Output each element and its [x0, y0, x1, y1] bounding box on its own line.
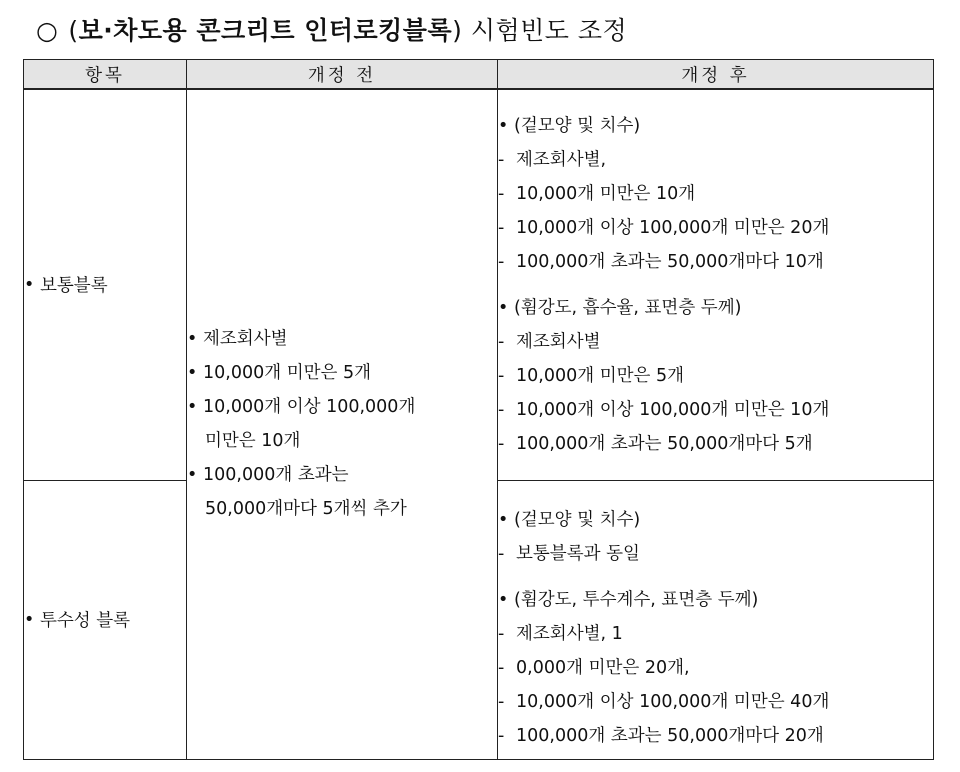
dash-icon: - — [498, 691, 505, 712]
item-cell — [24, 480, 187, 759]
after-line — [498, 617, 933, 651]
revision-table — [23, 59, 934, 760]
before-text: 10,000개 미만은 5개 — [203, 363, 372, 384]
header-item: 항목 — [24, 60, 187, 90]
table-row — [24, 89, 934, 480]
before-item-continued: 미만은 10개 — [205, 431, 301, 452]
after-line — [498, 651, 933, 685]
after-line-text: 제조회사별, 1 — [516, 623, 623, 644]
bullet-icon: • — [187, 329, 198, 350]
before-item — [187, 322, 497, 356]
before-item — [187, 390, 497, 424]
after-group — [498, 109, 933, 279]
after-line — [498, 177, 933, 211]
after-group — [498, 503, 933, 571]
bullet-icon: • — [498, 115, 509, 136]
section-heading — [36, 14, 627, 48]
after-line-text: 10,000개 미만은 5개 — [516, 365, 685, 386]
dash-icon: - — [498, 623, 505, 644]
group-title-text: (겉모양 및 치수) — [514, 115, 641, 136]
after-line-text: 100,000개 초과는 50,000개마다 10개 — [516, 251, 824, 272]
after-line — [498, 359, 933, 393]
after-group — [498, 583, 933, 753]
after-line — [498, 325, 933, 359]
dash-icon: - — [498, 331, 505, 352]
heading-subtitle: 시험빈도 조정 — [470, 16, 628, 45]
bullet-icon: • — [498, 297, 509, 318]
dash-icon: - — [498, 183, 505, 204]
after-line-text: 0,000개 미만은 20개, — [516, 657, 690, 678]
heading-title: 보·차도용 콘크리트 인터로킹블록 — [78, 16, 453, 45]
after-line-text: 10,000개 이상 100,000개 미만은 40개 — [516, 691, 830, 712]
before-text: 100,000개 초과는 — [203, 465, 349, 486]
after-line — [498, 685, 933, 719]
after-line — [498, 211, 933, 245]
group-title-text: (휨강도, 투수계수, 표면층 두께) — [514, 589, 759, 610]
heading-close-paren: ) — [452, 16, 463, 45]
dash-icon: - — [498, 725, 505, 746]
circle-bullet-icon: ○ — [36, 16, 59, 45]
after-group — [498, 291, 933, 461]
before-item-continued: 50,000개마다 5개씩 추가 — [205, 499, 407, 520]
before-item — [187, 356, 497, 390]
before-item — [187, 458, 497, 492]
after-group-title — [498, 503, 933, 537]
group-title-text: (휨강도, 흡수율, 표면층 두께) — [514, 297, 742, 318]
bullet-icon: • — [187, 465, 198, 486]
after-line-text: 10,000개 이상 100,000개 미만은 20개 — [516, 217, 830, 238]
after-line-text: 제조회사별 — [516, 331, 601, 352]
after-line-text: 10,000개 미만은 10개 — [516, 183, 696, 204]
after-line-text: 100,000개 초과는 50,000개마다 20개 — [516, 725, 824, 746]
after-line — [498, 143, 933, 177]
dash-icon: - — [498, 543, 505, 564]
dash-icon: - — [498, 433, 505, 454]
after-line — [498, 537, 933, 571]
after-line — [498, 245, 933, 279]
bullet-icon: • — [24, 609, 35, 630]
bullet-icon: • — [187, 363, 198, 384]
table-header-row — [24, 60, 934, 90]
before-text: 제조회사별 — [203, 329, 288, 350]
after-cell — [498, 480, 934, 759]
before-text: 10,000개 이상 100,000개 — [203, 397, 416, 418]
header-before: 개정 전 — [187, 60, 498, 90]
header-after: 개정 후 — [498, 60, 934, 90]
dash-icon: - — [498, 399, 505, 420]
after-line-text: 10,000개 이상 100,000개 미만은 10개 — [516, 399, 830, 420]
bullet-icon: • — [498, 589, 509, 610]
after-group-title — [498, 291, 933, 325]
after-line — [498, 393, 933, 427]
bullet-icon: • — [24, 274, 35, 295]
group-title-text: (겉모양 및 치수) — [514, 509, 641, 530]
bullet-icon: • — [187, 397, 198, 418]
after-cell — [498, 89, 934, 480]
dash-icon: - — [498, 217, 505, 238]
dash-icon: - — [498, 657, 505, 678]
item-label: 투수성 블록 — [40, 611, 131, 631]
after-line-text: 제조회사별, — [516, 149, 607, 170]
heading-open-paren: ( — [68, 16, 79, 45]
item-cell — [24, 89, 187, 480]
after-line-text: 보통블록과 동일 — [516, 543, 640, 564]
after-line — [498, 427, 933, 461]
before-cell — [187, 89, 498, 759]
after-line-text: 100,000개 초과는 50,000개마다 5개 — [516, 433, 813, 454]
dash-icon: - — [498, 251, 505, 272]
dash-icon: - — [498, 149, 505, 170]
after-group-title — [498, 583, 933, 617]
item-label: 보통블록 — [40, 276, 108, 297]
after-group-title — [498, 109, 933, 143]
bullet-icon: • — [498, 509, 509, 530]
dash-icon: - — [498, 365, 505, 386]
after-line — [498, 719, 933, 753]
